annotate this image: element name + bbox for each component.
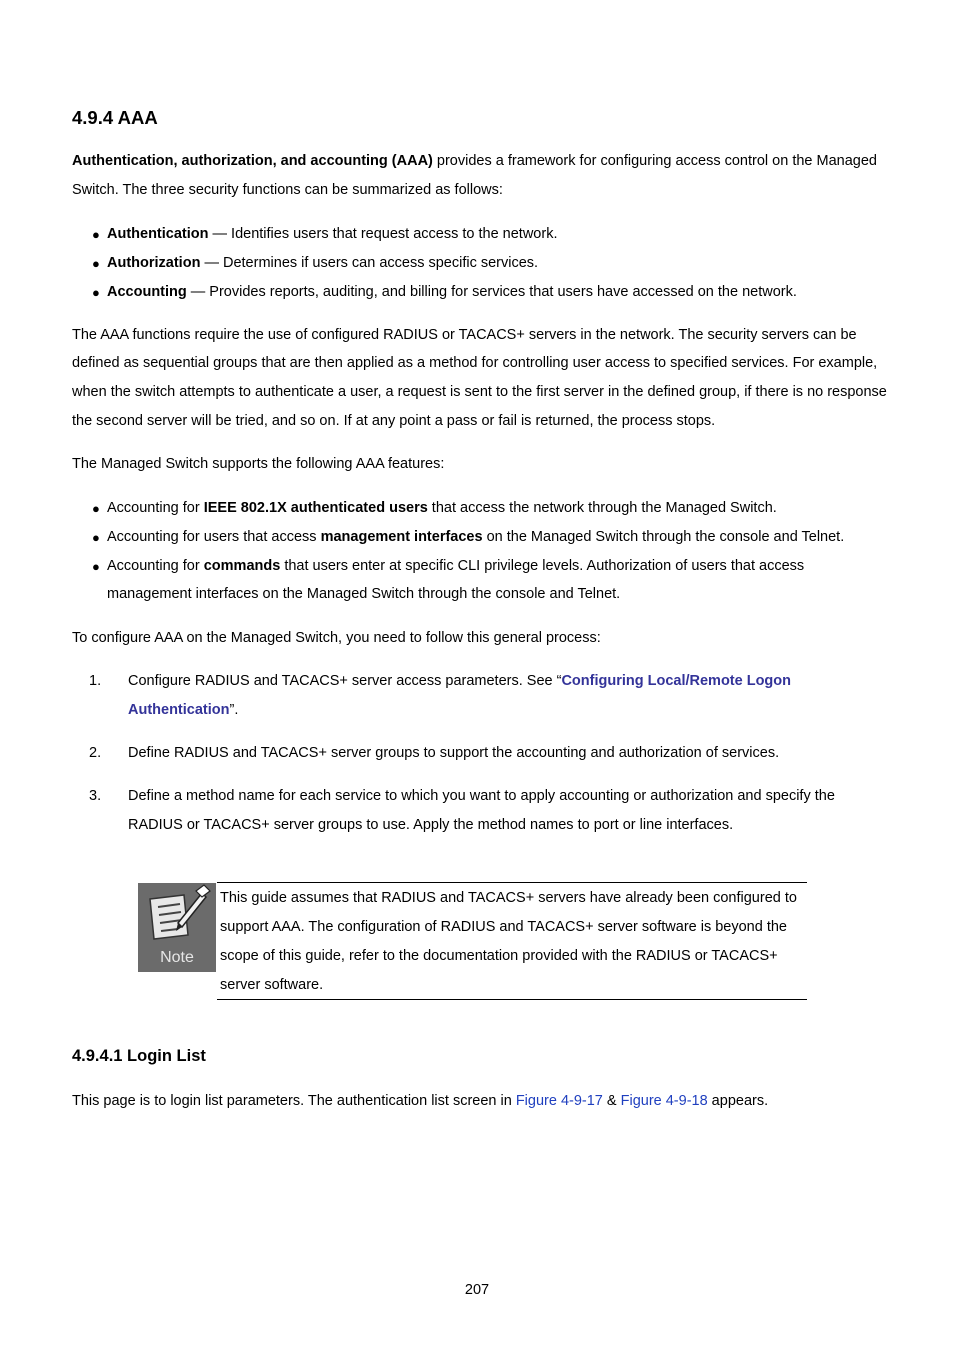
- feature-pre: Accounting for users that access: [107, 529, 321, 545]
- function-term: Authentication: [107, 226, 209, 242]
- intro-line-2: Switch. The three security functions can be summarized as follows:: [72, 182, 503, 198]
- feature-bold: IEEE 802.1X authenticated users: [203, 500, 428, 516]
- intro-bold: Authentication, authorization, and accounting (AAA): [72, 153, 433, 169]
- step-text: Configure RADIUS and TACACS+ server access parameters. See “: [128, 673, 562, 689]
- figure-4-9-18-link[interactable]: Figure 4-9-18: [620, 1093, 708, 1109]
- subsection-title: 4.9.4.1 Login List: [72, 1047, 206, 1065]
- para2-line-3: when the switch attempts to authenticate a user, a request is sent to the first server in the defined group, if there is no response: [72, 384, 887, 400]
- step-number: 3.: [89, 788, 102, 804]
- feature-bold: management interfaces: [320, 529, 483, 545]
- subsection-pre: This page is to login list parameters. The authentication list screen in: [72, 1093, 516, 1109]
- step-number: 1.: [89, 673, 102, 689]
- feature-post: that access the network through the Managed Switch.: [427, 500, 777, 516]
- para2-line-2: defined as sequential groups that are then applied as a method for controlling user access to specified services. For example,: [72, 355, 878, 371]
- note-box: [217, 882, 807, 1000]
- logon-auth-link[interactable]: Configuring Local/Remote Logon: [561, 673, 792, 689]
- note-line: support AAA. The configuration of RADIUS and TACACS+ server software is beyond the: [220, 919, 788, 935]
- feature-bold: commands: [203, 558, 281, 574]
- function-desc: — Determines if users can access specific services.: [200, 255, 539, 271]
- figure-4-9-17-link[interactable]: Figure 4-9-17: [515, 1093, 603, 1109]
- subsection-amp: &: [602, 1093, 621, 1109]
- logon-auth-link-cont[interactable]: Authentication: [128, 702, 230, 718]
- function-term: Accounting: [107, 284, 187, 300]
- bullet-icon: ●: [92, 285, 100, 300]
- function-term: Authorization: [107, 255, 201, 271]
- step-text: ”.: [229, 702, 239, 718]
- bullet-icon: ●: [92, 530, 100, 545]
- subsection-post: appears.: [707, 1093, 769, 1109]
- feature-line-2: management interfaces on the Managed Switch through the console and Telnet.: [107, 586, 621, 602]
- features-intro: The Managed Switch supports the following AAA features:: [72, 456, 445, 472]
- note-line: This guide assumes that RADIUS and TACACS+ servers have already been configured to: [220, 890, 797, 906]
- step-number: 2.: [89, 745, 102, 761]
- bullet-icon: ●: [92, 559, 100, 574]
- step-text: Define RADIUS and TACACS+ server groups to support the accounting and authorization of services.: [128, 745, 780, 761]
- step-text: Define a method name for each service to which you want to apply accounting or authorization and specify the: [128, 788, 835, 804]
- subsection-text: [72, 1087, 887, 1116]
- function-desc: — Provides reports, auditing, and billing for services that users have accessed on the network.: [186, 284, 797, 300]
- feature-pre: Accounting for: [107, 500, 204, 516]
- svg-text:Note: Note: [160, 949, 194, 966]
- function-desc: — Identifies users that request access to the network.: [208, 226, 558, 242]
- bullet-icon: ●: [92, 256, 100, 271]
- bullet-icon: ●: [92, 227, 100, 242]
- feature-pre: Accounting for: [107, 558, 204, 574]
- para2-line-4: the second server will be tried, and so on. If at any point a pass or fail is returned, the process stops.: [72, 413, 716, 429]
- note-line: scope of this guide, refer to the documentation provided with the RADIUS or TACACS+: [220, 948, 778, 964]
- note-line: server software.: [220, 977, 324, 993]
- feature-post: on the Managed Switch through the console and Telnet.: [482, 529, 845, 545]
- step-text: RADIUS or TACACS+ server groups to use. Apply the method names to port or line interfaces.: [128, 817, 734, 833]
- intro-line-1: [72, 147, 887, 176]
- intro-line-1-rest: provides a framework for configuring access control on the Managed: [432, 153, 877, 169]
- process-intro: To configure AAA on the Managed Switch, you need to follow this general process:: [72, 630, 601, 646]
- feature-post: that users enter at specific CLI privilege levels. Authorization of users that access: [280, 558, 805, 574]
- section-title: 4.9.4 AAA: [72, 107, 158, 128]
- para2-line-1: The AAA functions require the use of configured RADIUS or TACACS+ servers in the network. The security servers can be: [72, 327, 857, 343]
- note-text: [220, 884, 800, 1000]
- bullet-icon: ●: [92, 501, 100, 516]
- note-icon: [138, 883, 216, 972]
- page-number: 207: [464, 1282, 490, 1298]
